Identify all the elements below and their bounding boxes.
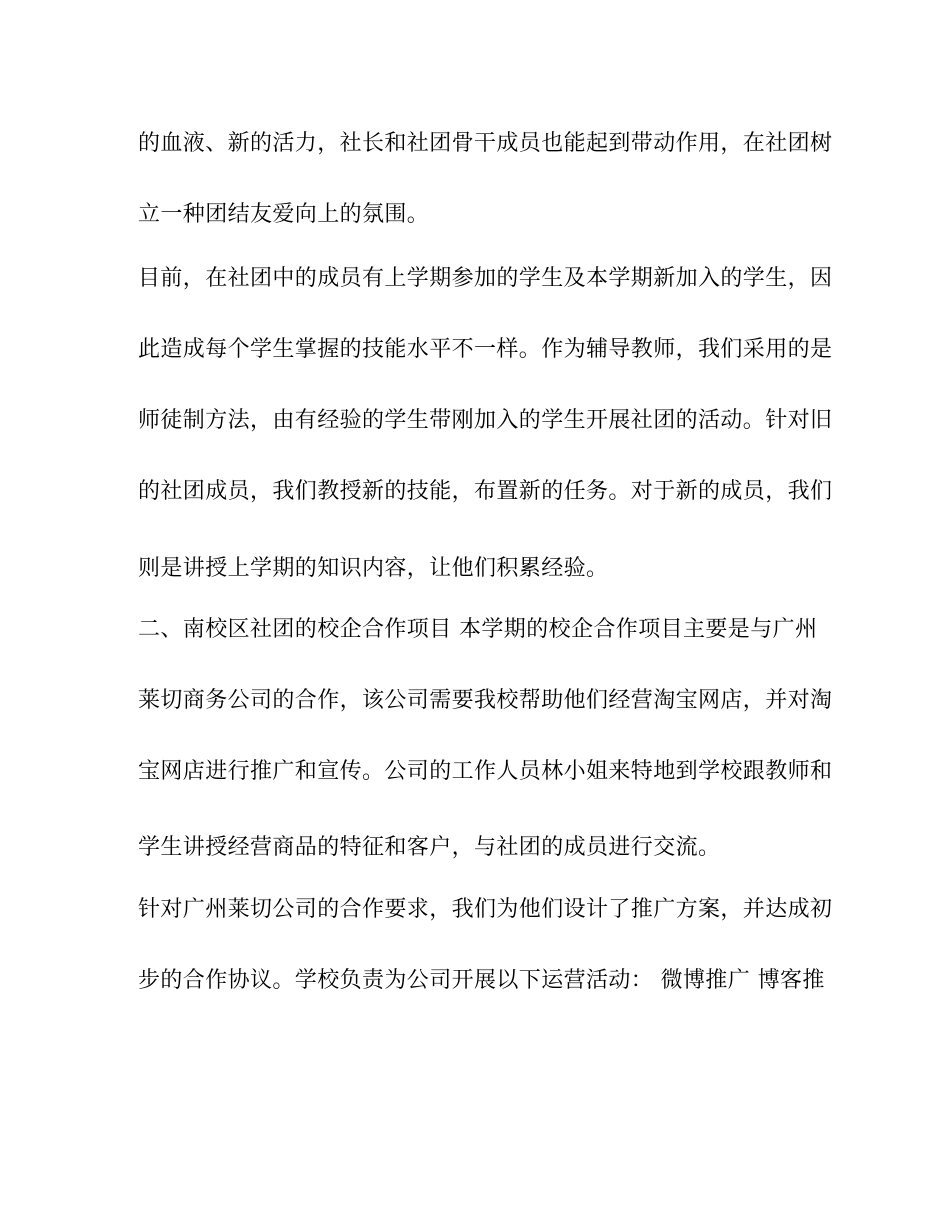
paragraph-line: 莱切商务公司的合作，该公司需要我校帮助他们经营淘宝网店，并对淘 [138,688,833,713]
paragraph-line: 的血液、新的活力，社长和社团骨干成员也能起到带动作用，在社团树 [138,131,833,156]
paragraph-line: 目前，在社团中的成员有上学期参加的学生及本学期新加入的学生，因 [138,266,833,291]
paragraph-line: 宝网店进行推广和宣传。公司的工作人员林小姐来特地到学校跟教师和 [138,759,833,784]
paragraph-line: 则是讲授上学期的知识内容，让他们积累经验。 [138,556,609,581]
paragraph-line: 步的合作协议。学校负责为公司开展以下运营活动： 微博推广 博客推 [138,968,825,993]
paragraph-line: 此造成每个学生掌握的技能水平不一样。作为辅导教师，我们采用的是 [138,337,833,362]
paragraph-line: 立一种团结友爱向上的氛围。 [138,202,430,227]
paragraph-line: 针对广州莱切公司的合作要求，我们为他们设计了推广方案，并达成初 [138,897,833,922]
paragraph-line: 的社团成员，我们教授新的技能，布置新的任务。对于新的成员，我们 [138,479,833,504]
paragraph-line: 二、南校区社团的校企合作项目 本学期的校企合作项目主要是与广州 [138,617,818,642]
paragraph-line: 师徒制方法，由有经验的学生带刚加入的学生开展社团的活动。针对旧 [138,408,833,433]
paragraph-line: 学生讲授经营商品的特征和客户，与社团的成员进行交流。 [138,835,721,860]
